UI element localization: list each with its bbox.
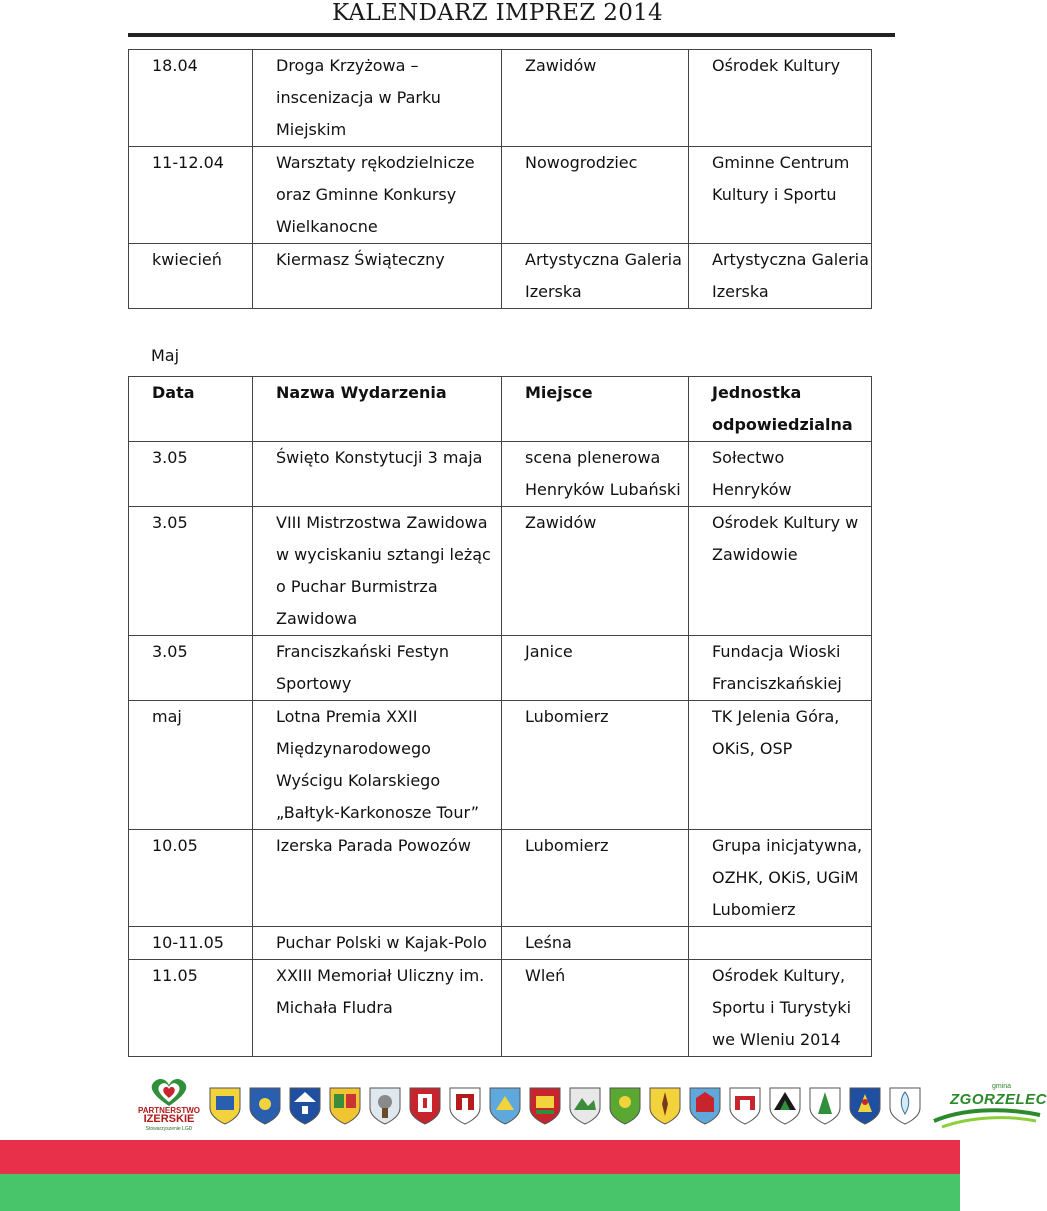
events-table-april [128, 49, 872, 309]
event-unit: Sołectwo Henryków [689, 442, 872, 507]
partnerstwo-izerskie-logo [136, 1076, 202, 1136]
crest-icon [848, 1086, 882, 1126]
event-unit: TK Jelenia Góra, OKiS, OSP [689, 701, 872, 830]
crest-icon [328, 1086, 362, 1126]
event-place: Nowogrodziec [502, 147, 689, 244]
event-date: 11.05 [129, 960, 253, 1057]
crest-icon [488, 1086, 522, 1126]
event-place: scena plenerowa Henryków Lubański [502, 442, 689, 507]
event-place: Janice [502, 636, 689, 701]
event-place: Zawidów [502, 507, 689, 636]
event-place: Lubomierz [502, 830, 689, 927]
crest-icon [808, 1086, 842, 1126]
event-date: 3.05 [129, 636, 253, 701]
crest-icon [728, 1086, 762, 1126]
partner-logos-strip [136, 1075, 1047, 1137]
event-unit: Ośrodek Kultury w Zawidowie [689, 507, 872, 636]
footer-band-green [0, 1174, 960, 1211]
event-name: Lotna Premia XXII Międzynarodowego Wyścigu Kolarskiego „Bałtyk-Karkonosze Tour” [253, 701, 502, 830]
event-name: Droga Krzyżowa – inscenizacja w Parku Miejskim [253, 50, 502, 147]
table-row [129, 701, 872, 830]
event-date: 10-11.05 [129, 927, 253, 960]
event-date: maj [129, 701, 253, 830]
crest-icon [888, 1086, 922, 1126]
table-row [129, 830, 872, 927]
event-name: Izerska Parada Powozów [253, 830, 502, 927]
event-date: kwiecień [129, 244, 253, 309]
event-date: 18.04 [129, 50, 253, 147]
event-unit: Grupa inicjatywna, OZHK, OKiS, UGiM Lubomierz [689, 830, 872, 927]
event-name: Święto Konstytucji 3 maja [253, 442, 502, 507]
event-unit: Fundacja Wioski Franciszkańskiej [689, 636, 872, 701]
crest-icon [448, 1086, 482, 1126]
event-name: XXIII Memoriał Uliczny im. Michała Fludra [253, 960, 502, 1057]
heart-leaf-icon [136, 1076, 202, 1108]
logo-text [136, 1106, 202, 1124]
events-table-may [128, 376, 872, 1057]
crest-icon [288, 1086, 322, 1126]
event-name: VIII Mistrzostwa Zawidowa w wyciskaniu sztangi leżąc o Puchar Burmistrza Zawidowa [253, 507, 502, 636]
table-row [129, 442, 872, 507]
footer-band-red [0, 1140, 960, 1174]
swoosh-icon [932, 1081, 1042, 1131]
column-header-name: Nazwa Wydarzenia [253, 377, 502, 442]
logo-small-text: gmina [992, 1083, 1012, 1090]
event-unit: Artystyczna Galeria Izerska [689, 244, 872, 309]
crest-icon [648, 1086, 682, 1126]
event-unit: Gminne Centrum Kultury i Sportu [689, 147, 872, 244]
event-name: Puchar Polski w Kajak-Polo [253, 927, 502, 960]
table-row [129, 507, 872, 636]
table-row [129, 636, 872, 701]
table-row [129, 960, 872, 1057]
table-row [129, 50, 872, 147]
crest-icon [408, 1086, 442, 1126]
event-date: 3.05 [129, 442, 253, 507]
crest-icon [368, 1086, 402, 1126]
event-date: 3.05 [129, 507, 253, 636]
page-title: KALENDARZ IMPREZ 2014 [331, 0, 663, 26]
logo-subtext: Stowarzyszenie LGD [145, 1126, 193, 1132]
logo-line-2: IZERSKIE [143, 1113, 195, 1125]
event-name: Kiermasz Świąteczny [253, 244, 502, 309]
event-date: 11-12.04 [129, 147, 253, 244]
crest-icon [688, 1086, 722, 1126]
table-row [129, 147, 872, 244]
column-header-date: Data [129, 377, 253, 442]
event-name: Warsztaty rękodzielnicze oraz Gminne Konkursy Wielkanocne [253, 147, 502, 244]
event-place: Artystyczna Galeria Izerska [502, 244, 689, 309]
event-place: Lubomierz [502, 701, 689, 830]
gmina-zgorzelec-logo [932, 1081, 1047, 1131]
table-row [129, 244, 872, 309]
crest-icon [528, 1086, 562, 1126]
crest-icon [608, 1086, 642, 1126]
event-place: Zawidów [502, 50, 689, 147]
crest-icon [768, 1086, 802, 1126]
event-name: Franciszkański Festyn Sportowy [253, 636, 502, 701]
event-place: Wleń [502, 960, 689, 1057]
logo-line-1: PARTNERSTWO [137, 1106, 201, 1115]
table-row [129, 927, 872, 960]
section-label-may: Maj [151, 346, 180, 365]
event-place: Leśna [502, 927, 689, 960]
table-header-row [129, 377, 872, 442]
event-date: 10.05 [129, 830, 253, 927]
event-unit: Ośrodek Kultury, Sportu i Turystyki we Wleniu 2014 [689, 960, 872, 1057]
crest-icon [568, 1086, 602, 1126]
column-header-place: Miejsce [502, 377, 689, 442]
crest-icon [208, 1086, 242, 1126]
column-header-unit: Jednostka odpowiedzialna [689, 377, 872, 442]
event-unit [689, 927, 872, 960]
logo-text: ZGORZELEC [950, 1091, 1047, 1108]
header-rule [128, 33, 895, 37]
crest-icon [248, 1086, 282, 1126]
event-unit: Ośrodek Kultury [689, 50, 872, 147]
